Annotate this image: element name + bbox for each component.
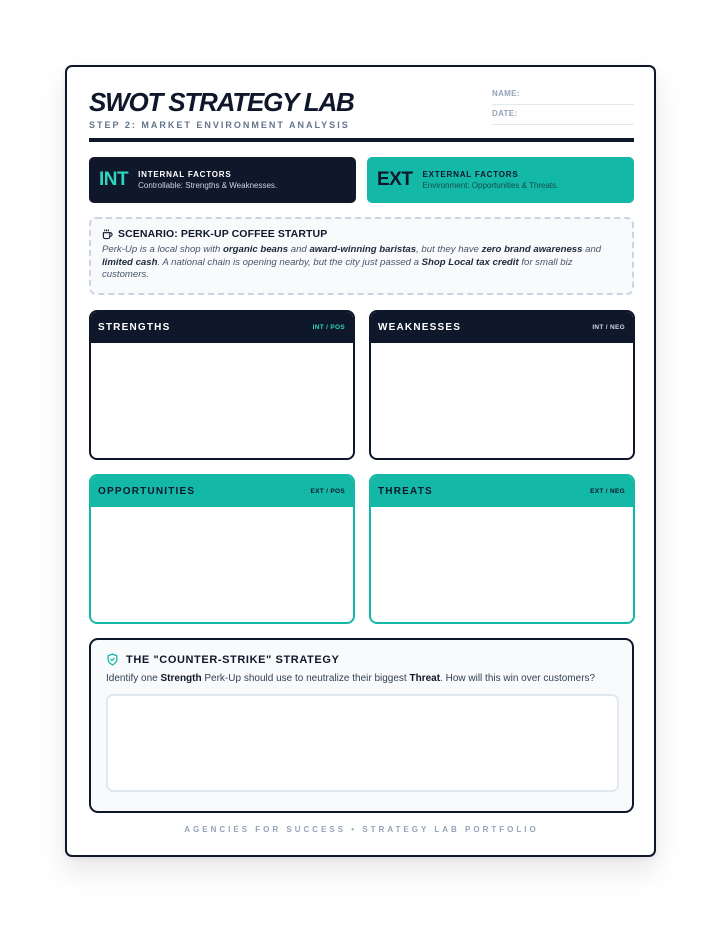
shield-check-icon bbox=[106, 653, 119, 666]
page-subtitle: STEP 2: MARKET ENVIRONMENT ANALYSIS bbox=[89, 120, 350, 130]
strategy-heading bbox=[106, 653, 617, 666]
threats-header bbox=[371, 476, 633, 507]
scenario-text-part: , but they have bbox=[416, 244, 482, 255]
weaknesses-title: WEAKNESSES bbox=[378, 322, 462, 333]
scenario-heading-text: SCENARIO: PERK-UP COFFEE STARTUP bbox=[118, 228, 328, 240]
strengths-tag: INT / POS bbox=[312, 324, 345, 331]
strengths-header bbox=[91, 312, 353, 343]
name-label: NAME: bbox=[492, 86, 634, 105]
strengths-quadrant[interactable] bbox=[89, 310, 355, 460]
scenario-text-part: and bbox=[582, 244, 602, 255]
opportunities-header bbox=[91, 476, 353, 507]
scenario-text-part: for small biz customers. bbox=[102, 256, 573, 281]
page-title: SWOT STRATEGY LAB bbox=[89, 87, 354, 117]
external-factors-card bbox=[367, 157, 634, 203]
strategy-answer-box[interactable] bbox=[106, 694, 619, 792]
scenario-text bbox=[102, 244, 621, 282]
scenario-emphasis: award-winning baristas bbox=[309, 244, 417, 255]
prompt-text-part: Identify one bbox=[106, 673, 161, 684]
worksheet bbox=[65, 65, 656, 857]
weaknesses-quadrant[interactable] bbox=[369, 310, 635, 460]
internal-desc: Controllable: Strengths & Weaknesses. bbox=[138, 181, 278, 190]
prompt-text-part: Perk-Up should use to neutralize their biggest bbox=[201, 673, 410, 684]
opportunities-quadrant[interactable] bbox=[89, 474, 355, 624]
opportunities-tag: EXT / POS bbox=[310, 488, 345, 495]
scenario-emphasis: organic beans bbox=[223, 244, 289, 255]
scenario-emphasis: Shop Local tax credit bbox=[421, 256, 519, 268]
date-field[interactable] bbox=[492, 106, 634, 127]
weaknesses-header bbox=[371, 312, 633, 343]
scenario-emphasis: zero brand awareness bbox=[481, 244, 583, 255]
external-desc: Environment: Opportunities & Threats. bbox=[422, 181, 559, 190]
prompt-emphasis: Threat bbox=[409, 673, 441, 684]
page-footer: AGENCIES FOR SUCCESS • STRATEGY LAB PORTFOLIO bbox=[184, 825, 539, 834]
coffee-cup-icon bbox=[102, 229, 113, 240]
threats-title: THREATS bbox=[378, 486, 433, 497]
prompt-emphasis: Strength bbox=[160, 673, 202, 684]
external-code: EXT bbox=[377, 169, 413, 190]
internal-code: INT bbox=[99, 169, 129, 190]
internal-title: INTERNAL FACTORS bbox=[138, 170, 232, 179]
name-field[interactable] bbox=[492, 86, 634, 107]
scenario-text-part: . A national chain is opening nearby, but the city just passed a bbox=[157, 256, 422, 268]
prompt-text-part: . How will this win over customers? bbox=[440, 673, 596, 684]
external-title: EXTERNAL FACTORS bbox=[422, 170, 519, 179]
weaknesses-tag: INT / NEG bbox=[592, 324, 625, 331]
internal-factors-card bbox=[89, 157, 356, 203]
header-divider bbox=[89, 138, 634, 142]
strategy-heading-text: THE "COUNTER-STRIKE" STRATEGY bbox=[126, 653, 340, 666]
scenario-text-part: Perk-Up is a local shop with bbox=[102, 244, 224, 255]
date-label: DATE: bbox=[492, 106, 634, 125]
scenario-box bbox=[89, 217, 634, 295]
scenario-text-part: and bbox=[288, 244, 310, 255]
strengths-title: STRENGTHS bbox=[98, 322, 171, 333]
scenario-emphasis: limited cash bbox=[102, 256, 158, 268]
threats-tag: EXT / NEG bbox=[590, 488, 625, 495]
scenario-heading bbox=[102, 228, 621, 240]
strategy-prompt bbox=[106, 672, 617, 685]
threats-quadrant[interactable] bbox=[369, 474, 635, 624]
counter-strike-box bbox=[89, 638, 634, 813]
opportunities-title: OPPORTUNITIES bbox=[98, 486, 196, 497]
